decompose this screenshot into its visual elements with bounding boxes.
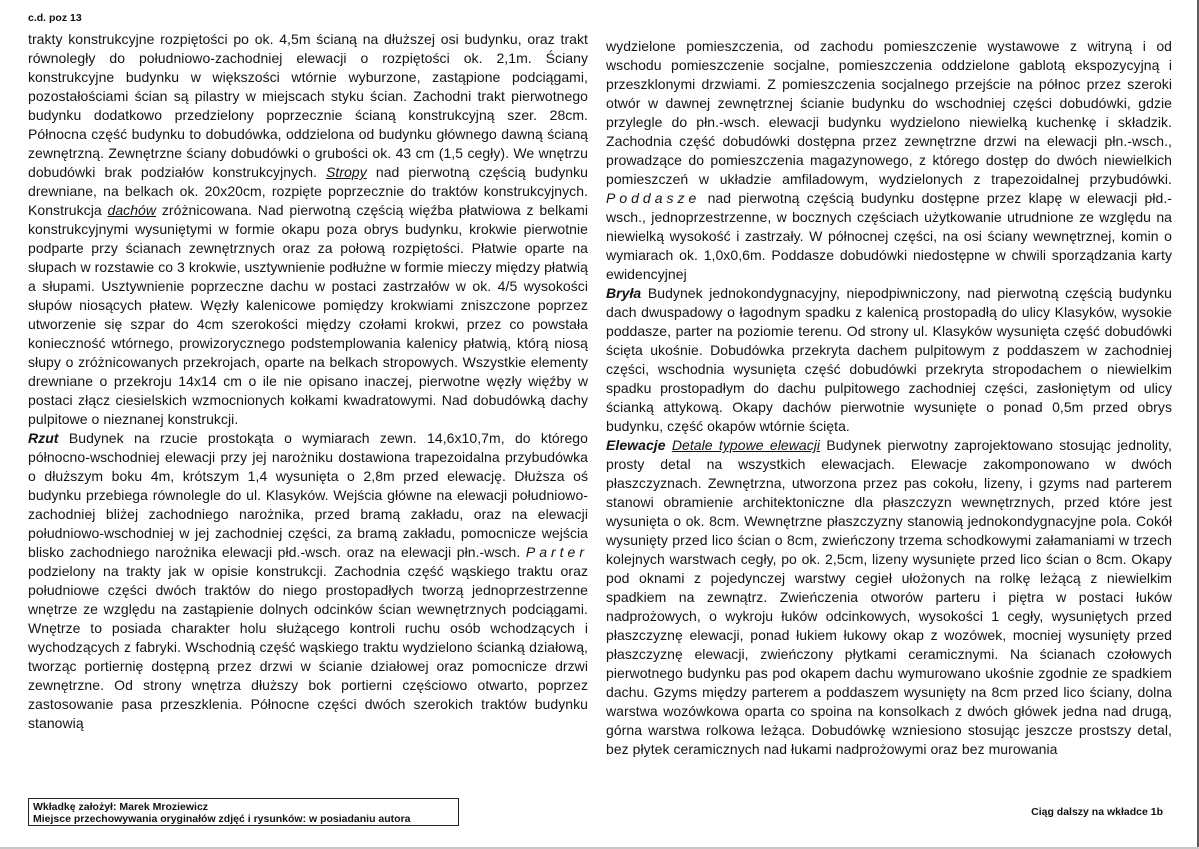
text-rzut: Budynek na rzucie prostokąta o wymiarach zewn. 14,6x10,7m, do którego północno-wschodniej elewacji przy jej narożniku dostawiona trapezoidalna przybudówka o dłuższym boku 4m, krótszym 1,4 wysunięta o 2,8m przed elewację. Dłuższa oś budynku przebiega równolegle do ul. Klasyków. Wejścia główne na elewacji południowo-zachodniej bliżej zachodniego narożnika, przed bramą zakładu, oraz na elewacji południowo-wschodniej w jej zachodniej części, za bramą zakładu, pomocnicze wejścia blisko zachodniego narożnika elewacji płd.-wsch. oraz na elewacji płn.-wsch. bbox=[28, 430, 588, 560]
text-rooms: wydzielone pomieszczenia, od zachodu pomieszczenie wystawowe z witryną i od wschodu pomieszczenie socjalne, pomieszczenia oddzielone gablotą ekspozycyjną i przeszklonymi drzwiami. Z pomieszczenia socjalnego przejście na północ przez szeroki otwór w dawnej zewnętrznej ścianie budynku do wschodniej części dobudówki, gdzie przylegle do płn.-wsch. elewacji budynku wydzielono niewielką kuchenkę i składzik. Zachodnia część dobudówki dostępna przez zewnętrzne drzwi na elewacji płn.-wsch., prowadzące do pomieszczenia magazynowego, z którego dostęp do dwóch niewielkich pomieszczeń w układzie amfiladowym, wydzielonych z trapezoidalnej przybudówki. bbox=[606, 38, 1172, 187]
left-paragraph-rzut bbox=[28, 429, 588, 733]
text-dachow: zróżnicowana. Nad pierwotną częścią więźba płatwiowa z belkami konstrukcyjnymi wysuniętymi w formie okapu poza obrys budynku, krokwie pierwotnie podparte przy ścianach zewnętrznych oraz za połową rozpiętości. Płatwie oparte na słupach w rozstawie co 3 krokwie, usztywnienie podłużne w formie mieczy między płatwią a słupami. Usztywnienie poprzeczne dachu w postaci zastrzałów w ok. 4/5 wysokości słupów niosących płatew. Węzły kalenicowe pomiędzy krokwiami zniszczone poprzez utworzenie się szpar do 4cm szerokości między czołami krokwi, przez co powstała konieczność wtórnego, prowizorycznego podstemplowania kalenicy płatwią, którą niosą słupy o zróżnicowanych przekrojach, oparte na belkach stropowych. Wszystkie elementy drewniane o przekroju 14x14 cm o ile nie opisano inaczej, pierwotne węzły więźby w postaci złącz ciesielskich wzmocnionych kołkami kwadratowymi. Nad dobudówką dachy pulpitowe o nieznanej konstrukcji. bbox=[28, 202, 588, 427]
author-line: Wkładkę założył: Marek Mroziewicz bbox=[33, 801, 209, 813]
storage-line: Miejsce przechowywania oryginałów zdjęć i rysunków: w posiadaniu autora bbox=[33, 813, 411, 825]
right-paragraph-rooms bbox=[606, 37, 1172, 284]
text-walls: trakty konstrukcyjne rozpiętości po ok. 4,5m ścianą na dłuższej osi budynku, oraz trakt równoległy do południowo-zachodniej elewacji o rozpiętości ok. 2,1m. Ściany konstrukcyjne budynku w większości wtórnie wyburzone, zastąpione podciągami, pozostałościami ścian są pilastry w miejscach styku ścian. Zachodni trakt pierwotnego budynku dodatkowo przedzielony poprzecznie ścianą konstrukcyjną szer. 28cm. Północna część budynku to dobudówka, oddzielona od budynku głównego dawną ścianą zewnętrzną. Zewnętrzne ściany dobudówki o grubości ok. 43 cm (1,5 cegły). We wnętrzu dobudówki brak podziałów konstrukcyjnych. bbox=[28, 31, 588, 180]
left-paragraph-construction bbox=[28, 30, 588, 429]
text-elewacje: Budynek pierwotny zaprojektowano stosując jednolity, prosty detal na wszystkich elewacjach. Elewacje zakomponowano w dwóch płaszczyznach. Zewnętrzna, utworzona przez pas cokołu, lizeny, i gzyms nad parterem stanowi obramienie architektoniczne dla płaszczyzn wewnętrznych, przed które jest wysunięta o ok. 8cm. Wewnętrzne płaszczyzny stanowią jednokondygnacyjne pola. Cokół wysunięty przed lico ścian o 8cm, zwieńczony trzema schodkowymi załamaniami w trzech kolejnych warstwach cegły, po ok. 2,5cm, lizeny wysunięte przed lico ścian o 8cm. Okapy pod oknami z pojedynczej warstwy cegieł ułożonych na rolkę leżącą z niewielkim spadkiem na zewnątrz. Zwieńczenia otworów parteru i piętra w postaci łuków nadprożowych, o wykroju łuków odcinkowych, wysokości 1 cegły, wysuniętych przed płaszczyznę elewacji, ponad łukiem łukowy okap z wozówek, mocniej wysunięty przed płaszczyznę elewacji, zwieńczony płytkami ceramicznymi. Na ścianach czołowych pierwotnego budynku pas pod okapem dachu wymurowano ukośnie zgodnie ze spadkiem dachu. Gzyms między parterem a poddaszem wysunięty na 8cm przed lico ściany, dolna warstwa wozówkowa oparta co spoina na konsolkach z dwóch główek jedna nad drugą, górna warstwa rolkowa leżąca. Dobudówkę wzniesiono stosując jeszcze prostszy detal, bez płytek ceramicznych nad łukami nadprożowymi oraz bez murowania bbox=[606, 437, 1172, 757]
continuation-header: c.d. poz 13 bbox=[28, 12, 82, 24]
right-column bbox=[606, 37, 1172, 759]
label-elewacje: Elewacje bbox=[606, 437, 666, 453]
right-paragraph-bryla bbox=[606, 284, 1172, 436]
continued-note: Ciąg dalszy na wkładce 1b bbox=[1031, 806, 1163, 818]
label-poddasze: Poddasze bbox=[606, 190, 701, 206]
label-parter: Parter bbox=[525, 544, 588, 560]
text-parter: podzielony na trakty jak w opisie konstrukcji. Zachodnia część wąskiego traktu oraz południowe części dwóch traktów do niego prostopadłych tworzą jednoprzestrzenne wnętrze ze względu na zastąpienie dolnych odcinków ścian wewnętrznych podciągami. Wnętrze to posiada charakter holu służącego kontroli ruchu osób wchodzących i wychodzących z fabryki. Wschodnią część wąskiego traktu wydzielono ścianką działową, tworząc portiernię dostępną przez drzwi w ścianie działowej oraz pomocnicze drzwi zewnętrzne. Od strony wnętrza dłuższy bok portierni częściowo otwarto, poprzez zastosowanie pasa przeszklenia. Północne części dwóch szerokich traktów budynku stanowią bbox=[28, 563, 588, 731]
author-box bbox=[28, 798, 459, 826]
text-bryla: Budynek jednokondygnacyjny, niepodpiwniczony, nad pierwotną częścią budynku dach dwuspadowy o łagodnym spadku z kalenicą prostopadłą do ulicy Klasyków, wysokie poddasze, parter na poziomie terenu. Od strony ul. Klasyków wysunięta część dobudówki ścięta ukośnie. Dobudówka przekryta dachem pulpitowym z poddaszem w zachodniej części, wschodnia wysunięta część dobudówki przekryta stropodachem o niewielkim spadku prostopadłym do dachu pulpitowego zachodniej części, zasłoniętym od ulicy ścianką attykową. Okapy dachów pierwotnie wysunięte o ponad 0,5m przed obrys budynku, część okapów wtórnie ścięta. bbox=[606, 285, 1172, 434]
text-stropy: nad pierwotną częścią budynku drewniane, na belkach ok. 20x20cm, rozpięte poprzecznie do traktów konstrukcyjnych. Konstrukcja bbox=[28, 164, 588, 218]
label-rzut: Rzut bbox=[28, 430, 59, 446]
label-dachow: dachów bbox=[107, 202, 157, 218]
label-stropy: Stropy bbox=[326, 164, 367, 180]
text-poddasze: nad pierwotną częścią budynku dostępne przez klapę w elewacji płd.-wsch., jednoprzestrzenne, w bocznych częściach użytkowanie utrudnione ze względu na niewielką wysokość i zastrzały. W północnej części, na osi ściany wewnętrznej, komin o wymiarach ok. 1,0x0,6m. Poddasze dobudówki niedostępne w chwili sporządzania karty ewidencyjnej bbox=[606, 190, 1172, 282]
right-paragraph-elewacje bbox=[606, 436, 1172, 759]
label-bryla: Bryła bbox=[606, 285, 642, 301]
left-column bbox=[28, 30, 588, 733]
label-detale: Detale typowe elewacji bbox=[671, 437, 821, 453]
